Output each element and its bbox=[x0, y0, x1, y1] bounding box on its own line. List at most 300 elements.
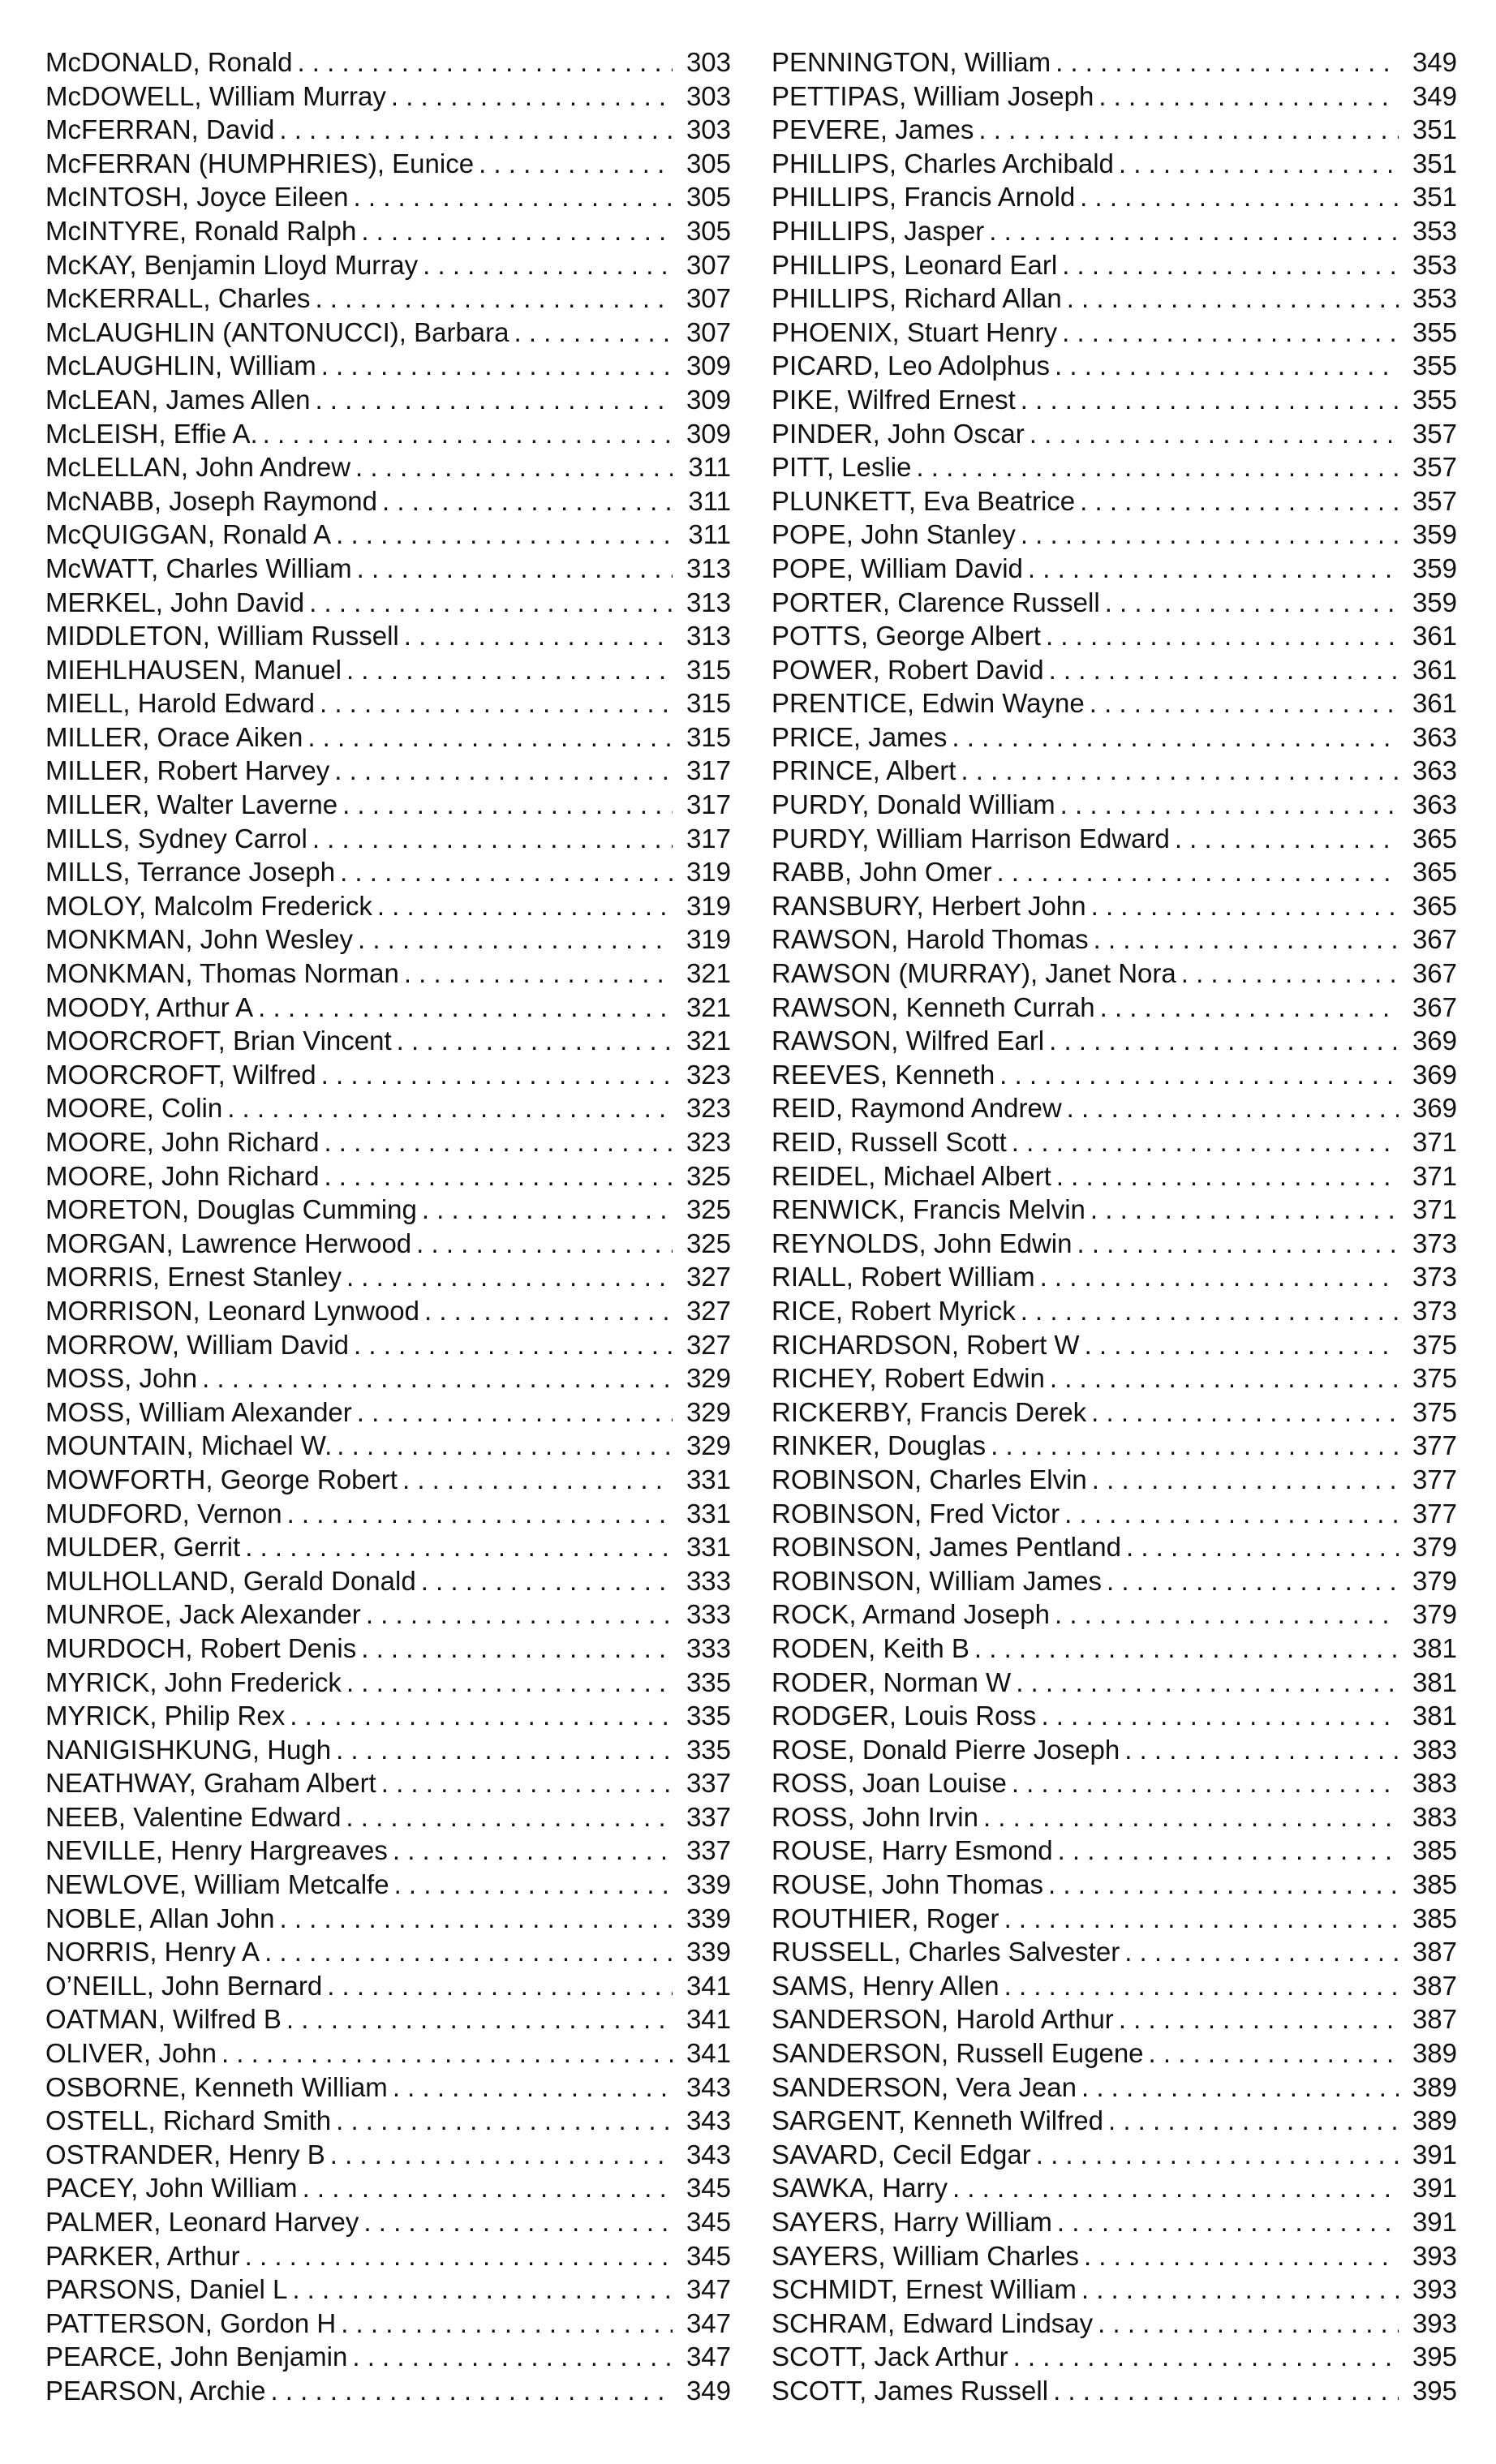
entry-page-number: 333 bbox=[686, 1632, 731, 1663]
index-entry bbox=[45, 2002, 731, 2036]
entry-name: MOORCROFT, Brian Vincent bbox=[45, 1026, 392, 1056]
entry-page-number: 347 bbox=[686, 2274, 731, 2305]
index-entry bbox=[45, 991, 731, 1025]
entry-name: PORTER, Clarence Russell bbox=[772, 587, 1100, 617]
entry-page-number: 345 bbox=[686, 2207, 731, 2237]
dot-leader bbox=[1124, 1733, 1399, 1767]
dot-leader bbox=[354, 180, 673, 214]
entry-page-number: 311 bbox=[688, 519, 731, 550]
entry-name: McQUIGGAN, Ronald A bbox=[45, 519, 332, 550]
dot-leader bbox=[321, 1058, 673, 1092]
entry-name: OATMAN, Wilfred B bbox=[45, 2004, 282, 2035]
dot-leader bbox=[1060, 788, 1399, 822]
dot-leader bbox=[416, 1227, 673, 1261]
index-entry bbox=[772, 754, 1457, 788]
entry-name: SANDERSON, Russell Eugene bbox=[772, 2038, 1144, 2069]
index-entry bbox=[45, 518, 731, 552]
dot-leader bbox=[1126, 1530, 1399, 1564]
index-entry bbox=[772, 417, 1457, 451]
index-entry bbox=[772, 889, 1457, 923]
dot-leader bbox=[916, 450, 1399, 484]
index-entry bbox=[45, 1463, 731, 1497]
entry-page-number: 303 bbox=[686, 80, 731, 111]
entry-name: RAWSON, Harold Thomas bbox=[772, 924, 1089, 955]
index-entry bbox=[45, 450, 731, 484]
dot-leader bbox=[286, 2002, 673, 2036]
entry-page-number: 367 bbox=[1412, 958, 1457, 989]
dot-leader bbox=[1067, 1091, 1399, 1125]
entry-name: McNABB, Joseph Raymond bbox=[45, 485, 378, 516]
index-entry bbox=[772, 619, 1457, 653]
index-entry bbox=[45, 1159, 731, 1193]
entry-name: MULHOLLAND, Gerald Donald bbox=[45, 1565, 416, 1596]
index-entry bbox=[45, 417, 731, 451]
entry-page-number: 317 bbox=[686, 789, 731, 820]
index-entry bbox=[45, 484, 731, 518]
entry-name: MURDOCH, Robert Denis bbox=[45, 1632, 357, 1663]
dot-leader bbox=[1053, 2374, 1399, 2408]
entry-page-number: 331 bbox=[686, 1498, 731, 1529]
entry-page-number: 385 bbox=[1412, 1903, 1457, 1933]
index-entry bbox=[45, 1395, 731, 1430]
entry-name: PIKE, Wilfred Ernest bbox=[772, 384, 1016, 415]
entry-name: MILLS, Terrance Joseph bbox=[45, 857, 336, 888]
entry-name: POPE, William David bbox=[772, 553, 1023, 583]
index-entry bbox=[45, 2071, 731, 2105]
index-entry bbox=[772, 2138, 1457, 2172]
entry-name: McLAUGHLIN, William bbox=[45, 350, 316, 381]
entry-name: REYNOLDS, John Edwin bbox=[772, 1228, 1073, 1258]
entry-page-number: 355 bbox=[1412, 316, 1457, 347]
entry-page-number: 389 bbox=[1412, 2071, 1457, 2102]
entry-page-number: 315 bbox=[686, 721, 731, 752]
entry-page-number: 395 bbox=[1412, 2375, 1457, 2406]
index-entry bbox=[45, 586, 731, 620]
entry-page-number: 381 bbox=[1412, 1666, 1457, 1697]
dot-leader bbox=[340, 855, 673, 889]
entry-page-number: 389 bbox=[1412, 2038, 1457, 2069]
entry-page-number: 367 bbox=[1412, 924, 1457, 955]
index-entry bbox=[45, 2104, 731, 2138]
entry-page-number: 313 bbox=[686, 621, 731, 651]
index-entry bbox=[772, 1125, 1457, 1159]
dot-leader bbox=[422, 1193, 673, 1227]
dot-leader bbox=[1056, 1159, 1399, 1193]
dot-leader bbox=[346, 1800, 673, 1834]
index-entry bbox=[45, 720, 731, 755]
index-entry bbox=[772, 1294, 1457, 1328]
entry-page-number: 387 bbox=[1412, 1937, 1457, 1967]
index-entry bbox=[45, 1260, 731, 1294]
entry-name: RICHEY, Robert Edwin bbox=[772, 1363, 1045, 1394]
index-entry bbox=[45, 1699, 731, 1733]
entry-name: McWATT, Charles William bbox=[45, 553, 352, 583]
entry-name: PLUNKETT, Eva Beatrice bbox=[772, 485, 1076, 516]
entry-page-number: 357 bbox=[1412, 418, 1457, 449]
entry-name: MIELL, Harold Edward bbox=[45, 688, 315, 719]
dot-leader bbox=[1081, 2273, 1399, 2307]
dot-leader bbox=[287, 1497, 673, 1531]
entry-page-number: 371 bbox=[1412, 1160, 1457, 1191]
index-entry bbox=[772, 1834, 1457, 1868]
entry-name: OSTRANDER, Henry B bbox=[45, 2139, 325, 2169]
entry-name: MYRICK, John Frederick bbox=[45, 1666, 342, 1697]
entry-name: MYRICK, Philip Rex bbox=[45, 1701, 286, 1731]
entry-name: PALMER, Leonard Harvey bbox=[45, 2207, 359, 2237]
index-entry bbox=[45, 1935, 731, 1969]
index-entry bbox=[772, 1497, 1457, 1531]
entry-name: PHOENIX, Stuart Henry bbox=[772, 316, 1058, 347]
index-entry bbox=[45, 282, 731, 316]
dot-leader bbox=[514, 316, 673, 350]
entry-name: RAWSON, Wilfred Earl bbox=[772, 1026, 1045, 1056]
entry-name: SCHRAM, Edward Lindsay bbox=[772, 2307, 1094, 2338]
entry-name: RIALL, Robert William bbox=[772, 1262, 1035, 1292]
entry-name: ROBINSON, Charles Elvin bbox=[772, 1464, 1087, 1494]
index-entry bbox=[45, 2273, 731, 2307]
entry-name: ROCK, Armand Joseph bbox=[772, 1599, 1050, 1630]
entry-page-number: 323 bbox=[686, 1093, 731, 1124]
index-entry bbox=[772, 2374, 1457, 2408]
dot-leader bbox=[952, 2171, 1399, 2205]
entry-name: McKERRALL, Charles bbox=[45, 283, 311, 314]
entry-page-number: 311 bbox=[688, 452, 731, 483]
dot-leader bbox=[1048, 1868, 1399, 1902]
entry-page-number: 391 bbox=[1412, 2139, 1457, 2169]
entry-page-number: 361 bbox=[1412, 621, 1457, 651]
dot-leader bbox=[393, 1834, 673, 1868]
dot-leader bbox=[1004, 1902, 1399, 1936]
dot-leader bbox=[402, 1463, 673, 1497]
entry-name: McDONALD, Ronald bbox=[45, 47, 293, 77]
index-entry bbox=[45, 2239, 731, 2273]
dot-leader bbox=[1050, 1361, 1399, 1395]
dot-leader bbox=[279, 113, 673, 147]
entry-name: MOORCROFT, Wilfred bbox=[45, 1059, 316, 1090]
dot-leader bbox=[1040, 1260, 1399, 1294]
index-entry bbox=[45, 1058, 731, 1092]
entry-page-number: 343 bbox=[686, 2139, 731, 2169]
entry-name: NANIGISHKUNG, Hugh bbox=[45, 1734, 332, 1765]
dot-leader bbox=[1036, 2138, 1399, 2172]
entry-page-number: 381 bbox=[1412, 1701, 1457, 1731]
entry-page-number: 349 bbox=[1412, 47, 1457, 77]
dot-leader bbox=[1091, 889, 1399, 923]
entry-page-number: 327 bbox=[686, 1329, 731, 1360]
entry-name: REID, Raymond Andrew bbox=[772, 1093, 1062, 1124]
entry-name: PURDY, William Harrison Edward bbox=[772, 823, 1170, 854]
entry-page-number: 349 bbox=[686, 2375, 731, 2406]
index-entry bbox=[45, 1091, 731, 1125]
index-entry bbox=[45, 1024, 731, 1058]
index-entry bbox=[772, 922, 1457, 957]
entry-name: SCOTT, Jack Arthur bbox=[772, 2341, 1008, 2372]
index-entry bbox=[45, 1766, 731, 1800]
index-entry bbox=[45, 316, 731, 350]
entry-page-number: 371 bbox=[1412, 1194, 1457, 1225]
entry-page-number: 393 bbox=[1412, 2274, 1457, 2305]
entry-name: MUDFORD, Vernon bbox=[45, 1498, 282, 1529]
dot-leader bbox=[381, 1766, 673, 1800]
index-entry bbox=[772, 686, 1457, 720]
entry-page-number: 337 bbox=[686, 1768, 731, 1799]
dot-leader bbox=[245, 1530, 673, 1564]
dot-leader bbox=[221, 2036, 673, 2071]
index-entry bbox=[45, 653, 731, 687]
entry-name: MILLER, Walter Laverne bbox=[45, 789, 338, 820]
dot-leader bbox=[1004, 1969, 1399, 2003]
entry-name: RAWSON (MURRAY), Janet Nora bbox=[772, 958, 1176, 989]
entry-page-number: 377 bbox=[1412, 1498, 1457, 1529]
entry-name: RUSSELL, Charles Salvester bbox=[772, 1937, 1120, 1967]
entry-page-number: 379 bbox=[1412, 1565, 1457, 1596]
entry-page-number: 391 bbox=[1412, 2173, 1457, 2204]
index-entry bbox=[45, 1361, 731, 1395]
index-entry bbox=[772, 1902, 1457, 1936]
entry-name: ROSS, John Irvin bbox=[772, 1801, 978, 1832]
index-entry bbox=[45, 2036, 731, 2071]
entry-page-number: 315 bbox=[686, 688, 731, 719]
entry-name: ROSS, Joan Louise bbox=[772, 1768, 1007, 1799]
dot-leader bbox=[1085, 1328, 1399, 1362]
entry-page-number: 317 bbox=[686, 755, 731, 786]
index-entry bbox=[45, 1902, 731, 1936]
dot-leader bbox=[1049, 653, 1399, 687]
entry-page-number: 329 bbox=[686, 1363, 731, 1394]
entry-page-number: 359 bbox=[1412, 587, 1457, 617]
dot-leader bbox=[1084, 2239, 1399, 2273]
entry-name: MONKMAN, Thomas Norman bbox=[45, 958, 399, 989]
entry-name: MIDDLETON, William Russell bbox=[45, 621, 399, 651]
entry-page-number: 327 bbox=[686, 1295, 731, 1326]
dot-leader bbox=[341, 2307, 673, 2341]
dot-leader bbox=[290, 1699, 673, 1733]
dot-leader bbox=[1098, 80, 1399, 114]
entry-name: PEVERE, James bbox=[772, 114, 974, 145]
entry-page-number: 349 bbox=[1412, 80, 1457, 111]
index-entry bbox=[45, 788, 731, 822]
index-entry bbox=[45, 2340, 731, 2374]
entry-name: PARKER, Arthur bbox=[45, 2240, 240, 2271]
dot-leader bbox=[312, 822, 673, 856]
index-entry bbox=[772, 316, 1457, 350]
entry-page-number: 371 bbox=[1412, 1127, 1457, 1157]
index-entry bbox=[772, 484, 1457, 518]
index-entry bbox=[45, 2171, 731, 2205]
dot-leader bbox=[961, 754, 1399, 788]
index-entry bbox=[772, 957, 1457, 991]
index-column-left bbox=[45, 45, 731, 2408]
dot-leader bbox=[202, 1361, 673, 1395]
index-entry bbox=[45, 1294, 731, 1328]
dot-leader bbox=[355, 450, 673, 484]
index-entry bbox=[772, 788, 1457, 822]
entry-page-number: 353 bbox=[1412, 215, 1457, 246]
entry-name: PATTERSON, Gordon H bbox=[45, 2307, 337, 2338]
entry-page-number: 335 bbox=[686, 1666, 731, 1697]
index-entry bbox=[45, 686, 731, 720]
dot-leader bbox=[1012, 1125, 1399, 1159]
index-entry bbox=[45, 822, 731, 856]
entry-page-number: 315 bbox=[686, 654, 731, 685]
index-entry bbox=[772, 1227, 1457, 1261]
index-entry bbox=[772, 1564, 1457, 1598]
index-entry bbox=[45, 248, 731, 282]
entry-page-number: 307 bbox=[686, 283, 731, 314]
entry-name: RODEN, Keith B bbox=[772, 1632, 969, 1663]
entry-page-number: 317 bbox=[686, 823, 731, 854]
entry-name: PHILLIPS, Francis Arnold bbox=[772, 182, 1076, 213]
index-entry bbox=[45, 180, 731, 214]
dot-leader bbox=[1175, 822, 1399, 856]
entry-page-number: 307 bbox=[686, 316, 731, 347]
entry-page-number: 391 bbox=[1412, 2207, 1457, 2237]
dot-leader bbox=[264, 1935, 673, 1969]
dot-leader bbox=[1107, 1564, 1399, 1598]
entry-page-number: 383 bbox=[1412, 1768, 1457, 1799]
entry-name: NEATHWAY, Graham Albert bbox=[45, 1768, 376, 1799]
entry-page-number: 375 bbox=[1412, 1396, 1457, 1427]
index-entry bbox=[772, 450, 1457, 484]
entry-page-number: 341 bbox=[686, 1970, 731, 2001]
dot-leader bbox=[363, 2205, 673, 2239]
entry-page-number: 369 bbox=[1412, 1026, 1457, 1056]
index-entry bbox=[45, 1429, 731, 1463]
index-entry bbox=[772, 586, 1457, 620]
entry-name: OSBORNE, Kenneth William bbox=[45, 2071, 388, 2102]
index-entry bbox=[45, 1868, 731, 1902]
entry-page-number: 319 bbox=[686, 857, 731, 888]
index-entry bbox=[772, 1024, 1457, 1058]
index-entry bbox=[772, 1328, 1457, 1362]
dot-leader bbox=[357, 1395, 673, 1430]
dot-leader bbox=[1021, 383, 1399, 417]
dot-leader bbox=[1091, 1395, 1399, 1430]
dot-leader bbox=[1119, 147, 1399, 181]
entry-name: MOORE, John Richard bbox=[45, 1160, 320, 1191]
entry-name: ROUTHIER, Roger bbox=[772, 1903, 999, 1933]
entry-name: MORRISON, Leonard Lynwood bbox=[45, 1295, 419, 1326]
entry-page-number: 309 bbox=[686, 350, 731, 381]
entry-name: REID, Russell Scott bbox=[772, 1127, 1007, 1157]
dot-leader bbox=[292, 2273, 673, 2307]
dot-leader bbox=[978, 113, 1399, 147]
dot-leader bbox=[227, 1091, 673, 1125]
entry-name: RODER, Norman W bbox=[772, 1666, 1012, 1697]
dot-leader bbox=[342, 788, 673, 822]
index-entry bbox=[45, 45, 731, 80]
dot-leader bbox=[1080, 180, 1399, 214]
entry-name: SANDERSON, Vera Jean bbox=[772, 2071, 1077, 2102]
entry-name: MOLOY, Malcolm Frederick bbox=[45, 890, 372, 921]
index-entry bbox=[772, 720, 1457, 755]
entry-name: PETTIPAS, William Joseph bbox=[772, 80, 1094, 111]
dot-leader bbox=[263, 417, 673, 451]
entry-page-number: 339 bbox=[686, 1937, 731, 1967]
entry-name: SAWKA, Harry bbox=[772, 2173, 948, 2204]
dot-leader bbox=[352, 2340, 673, 2374]
entry-name: SCHMIDT, Ernest William bbox=[772, 2274, 1077, 2305]
entry-name: PURDY, Donald William bbox=[772, 789, 1055, 820]
index-entry bbox=[772, 45, 1457, 80]
dot-leader bbox=[1100, 991, 1399, 1025]
entry-page-number: 325 bbox=[686, 1228, 731, 1258]
dot-leader bbox=[357, 552, 673, 586]
index-entry bbox=[772, 1733, 1457, 1767]
index-entry bbox=[772, 1429, 1457, 1463]
entry-page-number: 303 bbox=[686, 47, 731, 77]
dot-leader bbox=[404, 619, 673, 653]
entry-page-number: 353 bbox=[1412, 249, 1457, 280]
index-entry bbox=[772, 2239, 1457, 2273]
entry-page-number: 313 bbox=[686, 553, 731, 583]
entry-page-number: 353 bbox=[1412, 283, 1457, 314]
entry-page-number: 305 bbox=[686, 215, 731, 246]
dot-leader bbox=[983, 1800, 1399, 1834]
entry-page-number: 365 bbox=[1412, 857, 1457, 888]
dot-leader bbox=[297, 45, 673, 80]
index-entry bbox=[772, 2002, 1457, 2036]
dot-leader bbox=[1181, 957, 1399, 991]
entry-page-number: 311 bbox=[688, 485, 731, 516]
entry-name: MOWFORTH, George Robert bbox=[45, 1464, 398, 1494]
index-entry bbox=[772, 2205, 1457, 2239]
entry-name: NORRIS, Henry A bbox=[45, 1937, 260, 1967]
dot-leader bbox=[1028, 552, 1399, 586]
entry-page-number: 341 bbox=[686, 2038, 731, 2069]
index-entry bbox=[772, 1361, 1457, 1395]
entry-name: ROSE, Donald Pierre Joseph bbox=[772, 1734, 1120, 1765]
entry-name: MORROW, William David bbox=[45, 1329, 350, 1360]
entry-page-number: 355 bbox=[1412, 384, 1457, 415]
entry-name: McLEISH, Effie A. bbox=[45, 418, 258, 449]
entry-page-number: 309 bbox=[686, 384, 731, 415]
index-entry bbox=[772, 349, 1457, 383]
index-entry bbox=[772, 552, 1457, 586]
entry-page-number: 325 bbox=[686, 1194, 731, 1225]
index-entry bbox=[772, 147, 1457, 181]
dot-leader bbox=[1046, 619, 1399, 653]
entry-name: PACEY, John William bbox=[45, 2173, 298, 2204]
index-entry bbox=[45, 1193, 731, 1227]
dot-leader bbox=[358, 922, 673, 957]
entry-page-number: 313 bbox=[686, 587, 731, 617]
dot-leader bbox=[377, 889, 673, 923]
entry-name: MUNROE, Jack Alexander bbox=[45, 1599, 361, 1630]
index-entry bbox=[772, 1530, 1457, 1564]
dot-leader bbox=[1067, 282, 1399, 316]
index-entry bbox=[772, 2071, 1457, 2105]
entry-page-number: 375 bbox=[1412, 1363, 1457, 1394]
entry-name: SARGENT, Kenneth Wilfred bbox=[772, 2105, 1103, 2136]
entry-name: OSTELL, Richard Smith bbox=[45, 2105, 332, 2136]
dot-leader bbox=[1062, 316, 1399, 350]
index-entry bbox=[45, 1125, 731, 1159]
dot-leader bbox=[1030, 417, 1399, 451]
index-entry bbox=[772, 1935, 1457, 1969]
dot-leader bbox=[1062, 248, 1399, 282]
index-entry bbox=[45, 2138, 731, 2172]
index-entry bbox=[45, 855, 731, 889]
entry-page-number: 351 bbox=[1412, 182, 1457, 213]
entry-page-number: 363 bbox=[1412, 755, 1457, 786]
dot-leader bbox=[393, 2071, 673, 2105]
dot-leader bbox=[1077, 1227, 1399, 1261]
dot-leader bbox=[996, 855, 1399, 889]
entry-page-number: 327 bbox=[686, 1262, 731, 1292]
dot-leader bbox=[1013, 2340, 1399, 2374]
dot-leader bbox=[1094, 922, 1399, 957]
